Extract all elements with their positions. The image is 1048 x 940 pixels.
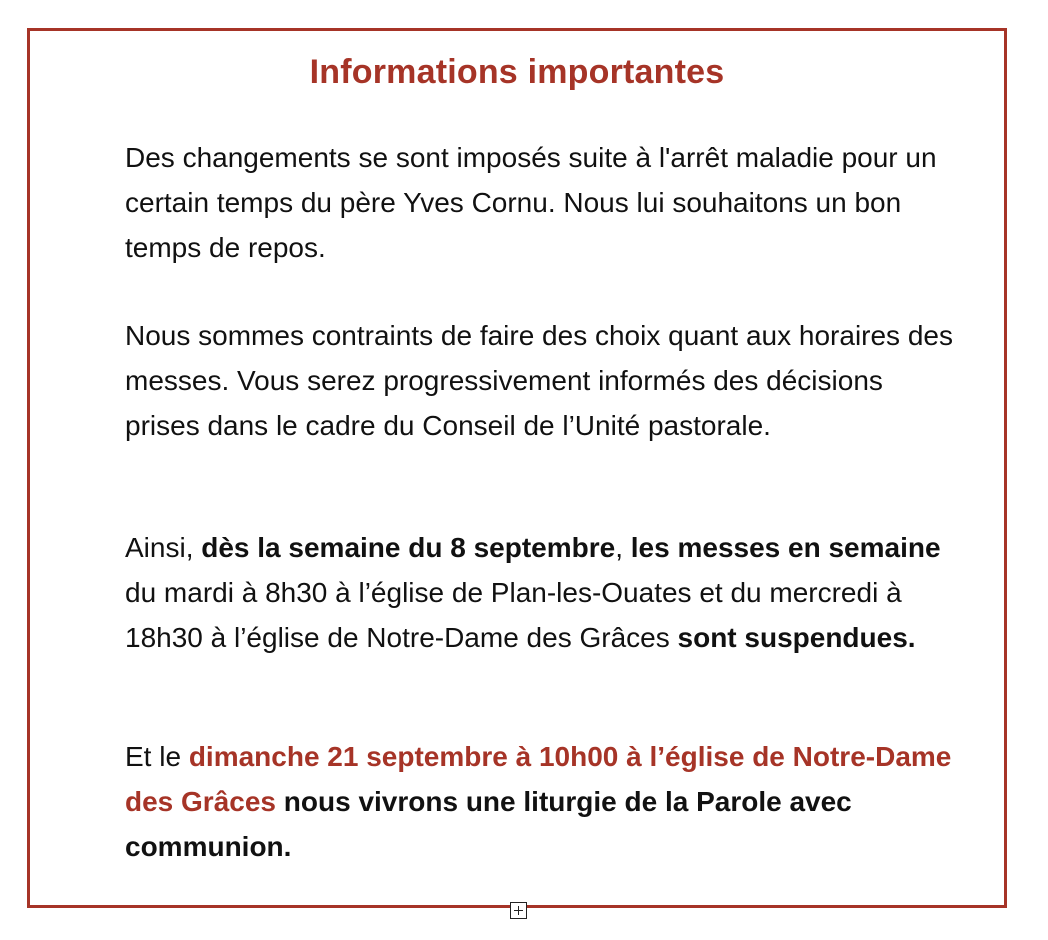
text-run: du mardi à 8h30 à l’église de Plan-les-Ouates et du mercredi à 18h30 à l’église de Notre-Dame des Grâces — [125, 577, 902, 653]
text-run: Ainsi, — [125, 532, 202, 563]
text-run: Et le — [125, 741, 189, 772]
highlight-sunday-event: dimanche 21 septembre à 10h00 à l’église de Notre-Dame des Grâces — [125, 741, 952, 817]
bold-weekday-masses: les messes en semaine — [630, 532, 941, 563]
text-run: , — [615, 532, 631, 563]
box-title: Informations importantes — [309, 53, 725, 91]
paragraph-sick-leave: Des changements se sont imposés suite à l'arrêt maladie pour un certain temps du père Yves Cornu. Nous lui souhaitons un bon temps de repos. — [125, 142, 937, 263]
paragraph-sunday-liturgy — [125, 734, 955, 869]
bold-liturgy: nous vivrons une liturgie de la Parole avec communion. — [125, 786, 852, 862]
paragraph-mass-schedule: Nous sommes contraints de faire des choix quant aux horaires des messes. Vous serez progressivement informés des décisions prises dans le cadre du Conseil de l’Unité pastorale. — [125, 320, 953, 441]
paragraph-weekday-masses — [125, 525, 955, 660]
info-box — [27, 28, 1007, 908]
move-handle-icon[interactable] — [510, 902, 527, 919]
bold-date: dès la semaine du 8 septembre — [201, 532, 616, 563]
bold-suspended: sont suspendues. — [677, 622, 916, 653]
